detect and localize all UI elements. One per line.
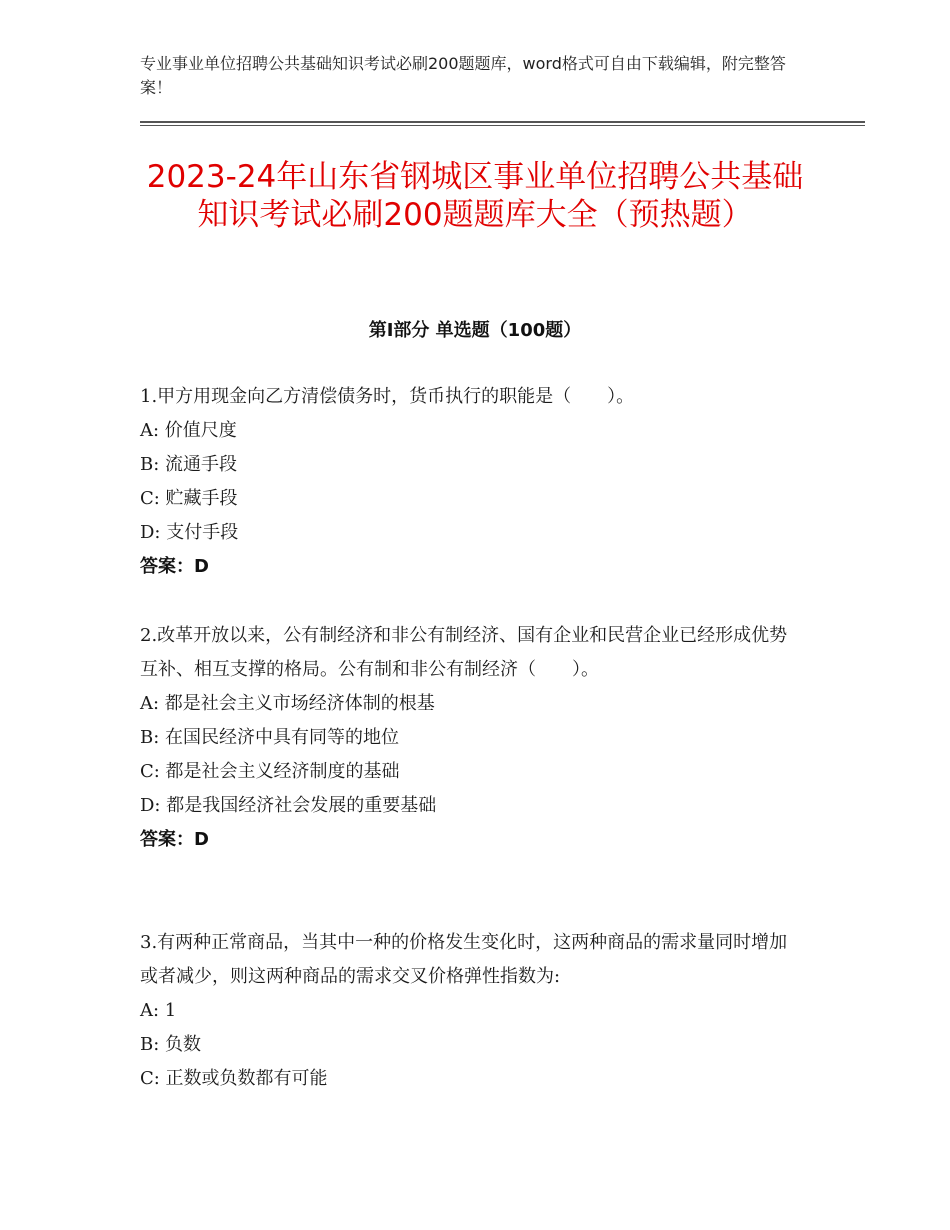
section-heading: 第Ⅰ部分 单选题（100题）	[368, 320, 582, 341]
question-stem: 1.甲方用现金向乙方清偿债务时，货币执行的职能是（ ）。	[140, 386, 635, 407]
question-3	[140, 926, 800, 1096]
option-b: B: 负数	[140, 1034, 202, 1055]
option-a: A: 都是社会主义市场经济体制的根基	[140, 693, 435, 714]
question-2	[140, 619, 800, 857]
option-c: C: 贮藏手段	[140, 488, 238, 509]
option-c: C: 正数或负数都有可能	[140, 1068, 328, 1089]
option-c: C: 都是社会主义经济制度的基础	[140, 761, 400, 782]
option-d: D: 都是我国经济社会发展的重要基础	[140, 795, 437, 816]
document-title: 2023-24年山东省钢城区事业单位招聘公共基础知识考试必刷200题题库大全（预热题）	[146, 159, 804, 233]
question-stem: 2.改革开放以来，公有制经济和非公有制经济、国有企业和民营企业已经形成优势互补、相互支撑的格局。公有制和非公有制经济（ ）。	[140, 625, 788, 680]
question-stem: 3.有两种正常商品，当其中一种的价格发生变化时，这两种商品的需求量同时增加或者减少，则这两种商品的需求交叉价格弹性指数为:	[140, 932, 788, 987]
option-a: A: 价值尺度	[140, 420, 237, 441]
header-divider-thick	[140, 121, 865, 123]
option-a: A: 1	[140, 1000, 177, 1021]
option-b: B: 流通手段	[140, 454, 238, 475]
question-1	[140, 380, 800, 584]
option-b: B: 在国民经济中具有同等的地位	[140, 727, 400, 748]
header-divider-thin	[140, 125, 865, 126]
option-d: D: 支付手段	[140, 522, 239, 543]
answer: 答案：D	[140, 556, 209, 577]
answer: 答案：D	[140, 829, 209, 850]
header-note: 专业事业单位招聘公共基础知识考试必刷200题题库，word格式可自由下载编辑，附完整答案！	[140, 54, 786, 97]
